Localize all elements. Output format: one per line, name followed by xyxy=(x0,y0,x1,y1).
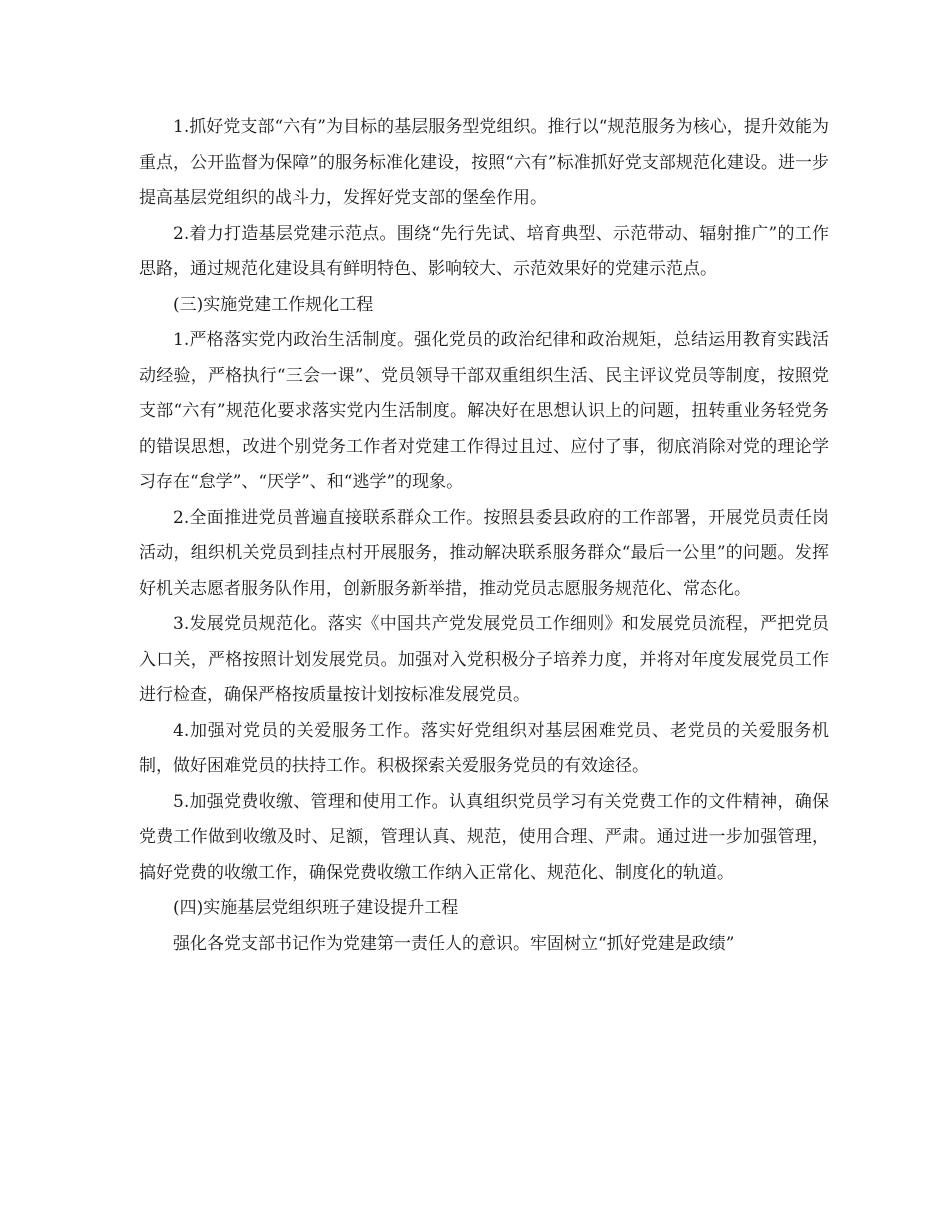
section-heading-4: (四)实施基层党组织班子建设提升工程 xyxy=(173,898,459,918)
paragraph-5: 3.发展党员规范化。落实《中国共产党发展党员工作细则》和发展党员流程，严把党员入口关，严格按照计划发展党员。加强对入党积极分子培养力度，并将对年度发展党员工作进行检查，确保严格按质量按计划按标准发展党员。 xyxy=(139,614,829,705)
paragraph-7: 5.加强党费收缴、管理和使用工作。认真组织党员学习有关党费工作的文件精神，确保党费工作做到收缴及时、足额，管理认真、规范，使用合理、严肃。通过进一步加强管理，搞好党费的收缴工作，确保党费收缴工作纳入正常化、规范化、制度化的轨道。 xyxy=(139,791,829,883)
paragraph-4: 2.全面推进党员普遍直接联系群众工作。按照县委县政府的工作部署，开展党员责任岗活动，组织机关党员到挂点村开展服务，推动解决联系服务群众“最后一公里”的问题。发挥好机关志愿者服务队作用，创新服务新举措，推动党员志愿服务规范化、常态化。 xyxy=(139,507,829,599)
paragraph-2: 2.着力打造基层党建示范点。围绕“先行先试、培育典型、示范带动、辐射推广”的工作思路，通过规范化建设具有鲜明特色、影响较大、示范效果好的党建示范点。 xyxy=(139,223,829,279)
paragraph-8: 强化各党支部书记作为党建第一责任人的意识。牢固树立“抓好党建是政绩” xyxy=(173,933,735,954)
section-heading-3: (三)实施党建工作规化工程 xyxy=(173,294,374,315)
paragraph-3: 1.严格落实党内政治生活制度。强化党员的政治纪律和政治规矩，总结运用教育实践活动经验，严格执行“三会一课”、党员领导干部双重组织生活、民主评议党员等制度，按照党支部“六有”规范化要求落实党内生活制度。解决好在思想认识上的问题，扭转重业务轻党务的错误思想，改进个别党务工作者对党建工作得过且过、应付了事，彻底消除对党的理论学习存在“怠学”、“厌学”、和“逃学”的现象。 xyxy=(139,330,829,492)
paragraph-1: 1.抓好党支部“六有”为目标的基层服务型党组织。推行以“规范服务为核心，提升效能为重点，公开监督为保障”的服务标准化建设，按照“六有”标准抓好党支部规范化建设。进一步提高基层党组织的战斗力，发挥好党支部的堡垒作用。 xyxy=(139,117,829,208)
paragraph-6: 4.加强对党员的关爱服务工作。落实好党组织对基层困难党员、老党员的关爱服务机制，做好困难党员的扶持工作。积极探索关爱服务党员的有效途径。 xyxy=(139,720,829,776)
document-body xyxy=(139,110,829,962)
